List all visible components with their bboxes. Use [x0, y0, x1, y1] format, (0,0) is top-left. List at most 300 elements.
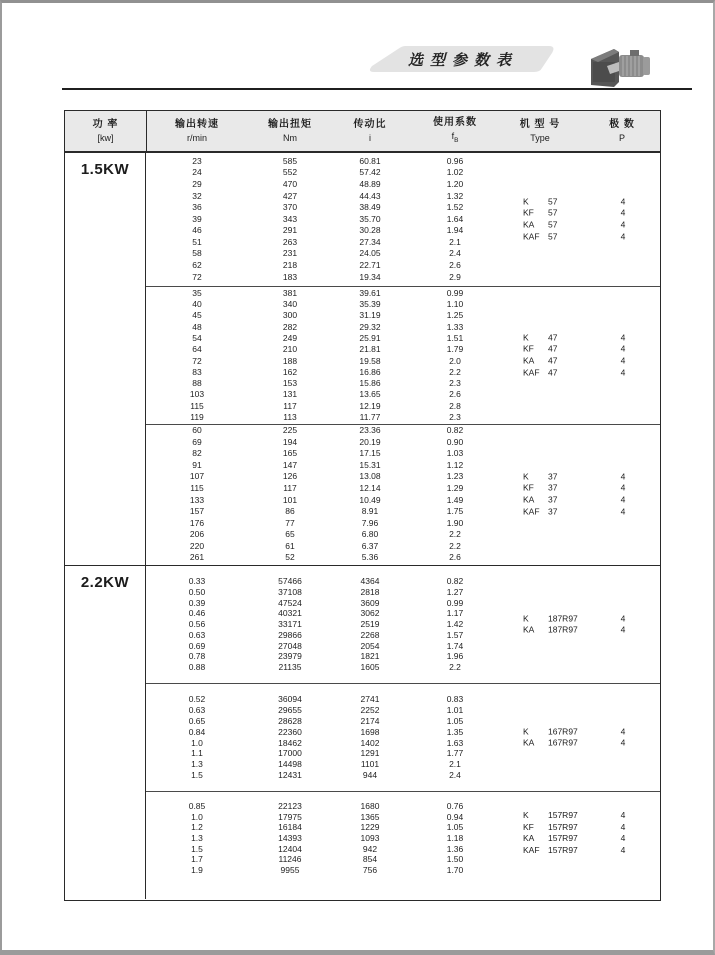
cell-poles: 4: [620, 737, 626, 748]
cell-output-torque: 21135: [278, 662, 302, 673]
table-row: [146, 748, 660, 759]
cell-output-speed: 0.33: [188, 575, 206, 586]
cell-output-torque: 162: [282, 366, 298, 377]
cell-output-torque: 263: [282, 236, 298, 247]
cell-output-torque: 300: [282, 310, 298, 321]
cell-service-factor: 1.01: [446, 704, 464, 715]
cell-service-factor: 1.18: [446, 833, 464, 844]
cell-output-speed: 82: [192, 448, 202, 459]
cell-output-torque: 22123: [278, 801, 302, 811]
header-type: [500, 111, 580, 151]
data-block: [146, 792, 660, 897]
cell-poles: 4: [620, 612, 626, 623]
cell-output-speed: 1.3: [191, 759, 203, 770]
cell-output-torque: 291: [282, 225, 298, 236]
cell-output-speed: 58: [192, 248, 202, 259]
cell-output-torque: 340: [282, 299, 298, 310]
cell-output-speed: 206: [189, 529, 205, 540]
cell-ratio: 30.28: [359, 225, 381, 236]
cell-output-torque: 131: [282, 389, 298, 400]
cell-ratio: 6.37: [361, 540, 379, 551]
cell-output-torque: 225: [282, 425, 298, 436]
factor-symbol-sub: B: [454, 136, 459, 144]
type-row: [523, 845, 655, 857]
table-row: [146, 529, 660, 541]
cell-type-prefix: K: [523, 332, 529, 343]
cell-ratio: 15.31: [359, 459, 381, 470]
cell-ratio: 35.39: [359, 299, 381, 310]
cell-output-torque: 188: [282, 355, 298, 366]
cell-output-speed: 176: [189, 517, 205, 528]
data-block: [146, 684, 660, 792]
cell-output-torque: 17975: [278, 811, 302, 822]
data-block: [146, 287, 660, 425]
table-row: [146, 437, 660, 449]
cell-service-factor: 1.36: [446, 843, 464, 854]
cell-type-prefix: KA: [523, 494, 535, 505]
table-row: [146, 448, 660, 460]
cell-output-torque: 14393: [278, 833, 302, 844]
cell-type-prefix: K: [523, 612, 529, 623]
cell-service-factor: 1.96: [446, 651, 464, 662]
cell-ratio: 2174: [360, 715, 380, 726]
type-row: [523, 810, 655, 822]
cell-type-code: 157R97: [548, 833, 578, 844]
cell-service-factor: 1.74: [446, 640, 464, 651]
cell-service-factor: 1.50: [446, 854, 464, 865]
cell-output-speed: 62: [192, 260, 202, 271]
header-power-unit: [kw]: [97, 132, 114, 143]
cell-service-factor: 2.2: [449, 529, 461, 540]
cell-service-factor: 1.10: [446, 299, 464, 310]
cell-output-torque: 16184: [278, 822, 302, 833]
cell-service-factor: 1.64: [446, 213, 464, 224]
cell-poles: 4: [620, 482, 626, 493]
table-row: [146, 156, 660, 168]
cell-poles: 4: [620, 471, 626, 482]
cell-ratio: 2268: [360, 629, 380, 640]
cell-output-speed: 0.63: [188, 629, 206, 640]
cell-ratio: 60.81: [359, 155, 381, 166]
cell-output-speed: 54: [192, 332, 202, 343]
cell-output-speed: 0.39: [188, 597, 206, 608]
cell-output-speed: 69: [192, 436, 202, 447]
cell-output-torque: 29655: [278, 704, 302, 715]
cell-poles: 4: [620, 833, 626, 844]
header-power: [65, 111, 146, 151]
cell-type-code: 57: [548, 231, 558, 242]
cell-ratio: 11.77: [359, 411, 381, 422]
cell-output-torque: 101: [282, 494, 298, 505]
cell-output-speed: 0.85: [188, 801, 206, 811]
cell-type-prefix: KA: [523, 219, 535, 230]
cell-service-factor: 1.75: [446, 506, 464, 517]
type-row: [523, 613, 655, 625]
header-type-unit: Type: [530, 132, 550, 143]
cell-service-factor: 2.4: [449, 248, 461, 259]
table-row: [146, 662, 660, 673]
cell-ratio: 854: [362, 854, 378, 865]
cell-output-speed: 0.69: [188, 640, 206, 651]
header-ratio-unit: i: [369, 132, 371, 143]
header-ratio-zh: 传动比: [353, 118, 387, 130]
cell-poles: 4: [620, 332, 626, 343]
cell-ratio: 8.91: [361, 506, 379, 517]
header-factor-unit: [415, 130, 495, 147]
cell-ratio: 6.80: [361, 529, 379, 540]
cell-output-torque: 61: [285, 540, 295, 551]
table-row: [146, 552, 660, 564]
type-row: [523, 220, 655, 232]
table-row: [146, 694, 660, 705]
type-group: [523, 471, 655, 518]
header-divider: [146, 111, 147, 151]
table-row: [146, 865, 660, 876]
cell-output-torque: 47524: [278, 597, 302, 608]
cell-type-code: 37: [548, 506, 558, 517]
cell-ratio: 1093: [360, 833, 380, 844]
cell-ratio: 57.42: [359, 167, 381, 178]
cell-output-speed: 0.63: [188, 704, 206, 715]
cell-output-speed: 1.9: [191, 865, 203, 876]
header-torque-zh: 输出扭矩: [268, 118, 312, 130]
header-type-zh: 机 型 号: [519, 118, 561, 130]
cell-service-factor: 1.25: [446, 310, 464, 321]
type-row: [523, 625, 655, 637]
type-group: [523, 613, 655, 636]
cell-output-speed: 83: [192, 366, 202, 377]
cell-type-prefix: KA: [523, 624, 535, 635]
cell-service-factor: 2.6: [449, 389, 461, 400]
header-output-speed: [157, 111, 237, 151]
cell-type-prefix: KF: [523, 343, 534, 354]
cell-type-prefix: K: [523, 725, 529, 736]
cell-ratio: 756: [362, 865, 378, 876]
cell-service-factor: 1.52: [446, 202, 464, 213]
cell-output-speed: 1.5: [191, 770, 203, 781]
cell-service-factor: 1.42: [446, 619, 464, 630]
cell-output-speed: 0.56: [188, 619, 206, 630]
header-factor-zh: 使用系数: [433, 116, 477, 128]
cell-type-code: 47: [548, 343, 558, 354]
cell-service-factor: 1.05: [446, 715, 464, 726]
type-group: [523, 810, 655, 857]
cell-output-torque: 218: [282, 260, 298, 271]
data-block: [146, 566, 660, 684]
cell-type-prefix: KF: [523, 482, 534, 493]
power-label: 1.5KW: [65, 153, 146, 565]
header-speed-zh: 输出转速: [175, 118, 219, 130]
table-row: [146, 598, 660, 609]
cell-type-prefix: KAF: [523, 506, 540, 517]
cell-ratio: 25.91: [359, 332, 381, 343]
cell-poles: 4: [620, 196, 626, 207]
header-service-factor: [415, 111, 495, 151]
table-row: [146, 248, 660, 260]
cell-type-prefix: KA: [523, 355, 535, 366]
cell-output-torque: 194: [282, 436, 298, 447]
cell-ratio: 27.34: [359, 236, 381, 247]
cell-type-code: 37: [548, 494, 558, 505]
cell-output-speed: 1.0: [191, 737, 203, 748]
cell-output-torque: 37108: [278, 586, 302, 597]
cell-service-factor: 1.29: [446, 482, 464, 493]
cell-service-factor: 1.90: [446, 517, 464, 528]
cell-type-prefix: KAF: [523, 845, 540, 856]
cell-ratio: 2818: [360, 586, 380, 597]
cell-service-factor: 1.03: [446, 448, 464, 459]
cell-service-factor: 1.70: [446, 865, 464, 876]
header-power-zh: 功 率: [92, 118, 119, 130]
cell-ratio: 13.65: [359, 389, 381, 400]
cell-service-factor: 2.3: [449, 378, 461, 389]
cell-type-code: 47: [548, 367, 558, 378]
cell-output-speed: 72: [192, 271, 202, 282]
cell-output-speed: 1.3: [191, 833, 203, 844]
cell-ratio: 1605: [360, 662, 380, 673]
table-row: [146, 167, 660, 179]
cell-poles: 4: [620, 725, 626, 736]
cell-output-torque: 27048: [278, 640, 302, 651]
cell-output-speed: 0.65: [188, 715, 206, 726]
cell-output-torque: 370: [282, 202, 298, 213]
cell-ratio: 1680: [360, 801, 380, 811]
cell-type-code: 157R97: [548, 810, 578, 820]
type-row: [523, 833, 655, 845]
cell-output-speed: 32: [192, 190, 202, 201]
cell-service-factor: 0.76: [446, 801, 464, 811]
cell-type-prefix: KF: [523, 207, 534, 218]
cell-type-code: 47: [548, 332, 558, 343]
factor-symbol: f: [451, 130, 455, 141]
cell-service-factor: 1.51: [446, 332, 464, 343]
cell-type-code: 37: [548, 482, 558, 493]
cell-output-torque: 23979: [278, 651, 302, 662]
cell-output-speed: 115: [190, 482, 204, 493]
cell-ratio: 19.58: [359, 355, 381, 366]
cell-poles: 4: [620, 624, 626, 635]
cell-output-torque: 117: [283, 400, 297, 411]
cell-service-factor: 1.17: [446, 608, 464, 619]
cell-output-speed: 45: [192, 310, 202, 321]
table-row: [146, 389, 660, 400]
cell-output-torque: 126: [282, 471, 298, 482]
type-group: [523, 332, 655, 379]
cell-output-speed: 261: [189, 552, 205, 563]
cell-ratio: 22.71: [359, 260, 381, 271]
cell-output-torque: 470: [282, 178, 298, 189]
type-row: [523, 231, 655, 243]
cell-output-speed: 46: [192, 225, 202, 236]
table-row: [146, 651, 660, 662]
cell-output-speed: 91: [192, 459, 202, 470]
cell-poles: 4: [620, 355, 626, 366]
cell-output-speed: 0.84: [188, 726, 206, 737]
table-row: [146, 260, 660, 272]
cell-poles: 4: [620, 219, 626, 230]
cell-service-factor: 1.49: [446, 494, 464, 505]
cell-type-prefix: KAF: [523, 367, 540, 378]
cell-output-speed: 133: [189, 494, 205, 505]
table-row: [146, 705, 660, 716]
cell-type-code: 37: [548, 471, 558, 482]
cell-ratio: 12.19: [359, 400, 381, 411]
cell-poles: 4: [620, 821, 626, 832]
page-title: 选型参数表: [407, 52, 518, 69]
cell-ratio: 1229: [360, 822, 380, 833]
cell-output-torque: 14498: [278, 759, 302, 770]
header-poles: [583, 111, 661, 151]
table-row: [146, 587, 660, 598]
type-row: [523, 356, 655, 368]
cell-ratio: 2252: [360, 704, 380, 715]
cell-output-speed: 1.5: [191, 843, 203, 854]
type-row: [523, 483, 655, 495]
cell-type-prefix: K: [523, 810, 529, 820]
cell-output-speed: 29: [192, 178, 202, 189]
data-block: [146, 425, 660, 564]
cell-output-torque: 52: [285, 552, 295, 563]
cell-service-factor: 2.4: [449, 770, 461, 781]
cell-ratio: 38.49: [359, 202, 381, 213]
cell-service-factor: 1.94: [446, 225, 464, 236]
cell-service-factor: 2.2: [449, 366, 461, 377]
cell-ratio: 35.70: [359, 213, 381, 224]
cell-output-torque: 552: [282, 167, 298, 178]
cell-type-code: 47: [548, 355, 558, 366]
type-group: [523, 196, 655, 243]
cell-output-torque: 231: [282, 248, 298, 259]
table-row: [146, 310, 660, 321]
cell-service-factor: 2.2: [449, 540, 461, 551]
table-row: [146, 759, 660, 770]
cell-type-code: 57: [548, 219, 558, 230]
table-row: [146, 770, 660, 781]
cell-output-speed: 1.0: [191, 811, 203, 822]
cell-ratio: 1402: [360, 737, 380, 748]
table-row: [146, 641, 660, 652]
cell-output-torque: 18462: [278, 737, 302, 748]
cell-output-speed: 36: [192, 202, 202, 213]
cell-poles: 4: [620, 494, 626, 505]
cell-service-factor: 2.1: [449, 759, 461, 770]
page-title-banner: [365, 45, 557, 75]
cell-service-factor: 1.12: [446, 459, 464, 470]
cell-ratio: 23.36: [359, 425, 381, 436]
cell-type-code: 187R97: [548, 624, 578, 635]
cell-output-speed: 48: [192, 321, 202, 332]
cell-output-torque: 33171: [278, 619, 302, 630]
cell-output-speed: 157: [189, 506, 205, 517]
cell-output-speed: 119: [190, 411, 204, 422]
cell-ratio: 3062: [360, 608, 380, 619]
cell-service-factor: 1.79: [446, 344, 464, 355]
cell-output-torque: 183: [282, 271, 298, 282]
cell-output-torque: 113: [283, 411, 297, 422]
cell-ratio: 48.89: [359, 178, 381, 189]
cell-output-torque: 249: [282, 332, 298, 343]
cell-ratio: 2519: [360, 619, 380, 630]
cell-output-torque: 9955: [280, 865, 300, 876]
cell-ratio: 1365: [360, 811, 380, 822]
cell-output-torque: 77: [285, 517, 295, 528]
cell-ratio: 1291: [360, 748, 380, 759]
cell-output-torque: 29866: [278, 629, 302, 640]
table-row: [146, 460, 660, 472]
cell-type-prefix: KA: [523, 737, 535, 748]
cell-service-factor: 0.90: [446, 436, 464, 447]
table-row: [146, 541, 660, 553]
cell-type-prefix: K: [523, 471, 529, 482]
table-row: [146, 518, 660, 530]
cell-service-factor: 1.05: [446, 822, 464, 833]
cell-output-speed: 1.7: [191, 854, 203, 865]
cell-ratio: 3609: [360, 597, 380, 608]
cell-output-speed: 23: [192, 155, 202, 166]
cell-output-torque: 343: [282, 213, 298, 224]
type-row: [523, 332, 655, 344]
cell-service-factor: 2.6: [449, 552, 461, 563]
cell-type-code: 57: [548, 196, 558, 207]
section-data: [146, 566, 660, 899]
cell-service-factor: 1.77: [446, 748, 464, 759]
selection-table: [64, 110, 661, 901]
cell-service-factor: 0.99: [446, 597, 464, 608]
table-row: [146, 412, 660, 423]
cell-output-torque: 427: [282, 190, 298, 201]
cell-type-code: 167R97: [548, 737, 578, 748]
cell-service-factor: 2.1: [449, 236, 461, 247]
cell-output-torque: 12404: [278, 843, 302, 854]
type-row: [523, 471, 655, 483]
type-row: [523, 506, 655, 518]
cell-service-factor: 2.0: [449, 355, 461, 366]
cell-ratio: 17.15: [359, 448, 381, 459]
cell-output-speed: 0.88: [188, 662, 206, 673]
section-1-5kw: [65, 153, 660, 566]
cell-ratio: 31.19: [359, 310, 381, 321]
cell-ratio: 1821: [360, 651, 380, 662]
cell-service-factor: 2.3: [449, 411, 461, 422]
table-row: [146, 576, 660, 587]
cell-output-torque: 165: [282, 448, 298, 459]
cell-poles: 4: [620, 810, 626, 820]
cell-output-torque: 117: [283, 482, 297, 493]
cell-type-code: 157R97: [548, 845, 578, 856]
cell-ratio: 16.86: [359, 366, 381, 377]
type-row: [523, 344, 655, 356]
table-row: [146, 401, 660, 412]
cell-output-torque: 585: [282, 155, 298, 166]
cell-output-speed: 103: [189, 389, 205, 400]
type-row: [523, 738, 655, 750]
cell-poles: 4: [620, 367, 626, 378]
type-row: [523, 208, 655, 220]
cell-output-speed: 72: [192, 355, 202, 366]
cell-output-speed: 0.52: [188, 693, 206, 704]
cell-service-factor: 2.8: [449, 400, 461, 411]
cell-output-torque: 17000: [278, 748, 302, 759]
cell-output-torque: 36094: [278, 693, 302, 704]
cell-ratio: 29.32: [359, 321, 381, 332]
cell-output-torque: 153: [282, 378, 298, 389]
section-data: [146, 153, 660, 565]
type-group: [523, 726, 655, 749]
cell-type-code: 57: [548, 207, 558, 218]
cell-output-torque: 12431: [278, 770, 302, 781]
cell-output-speed: 107: [189, 471, 205, 482]
cell-service-factor: 0.82: [446, 575, 464, 586]
